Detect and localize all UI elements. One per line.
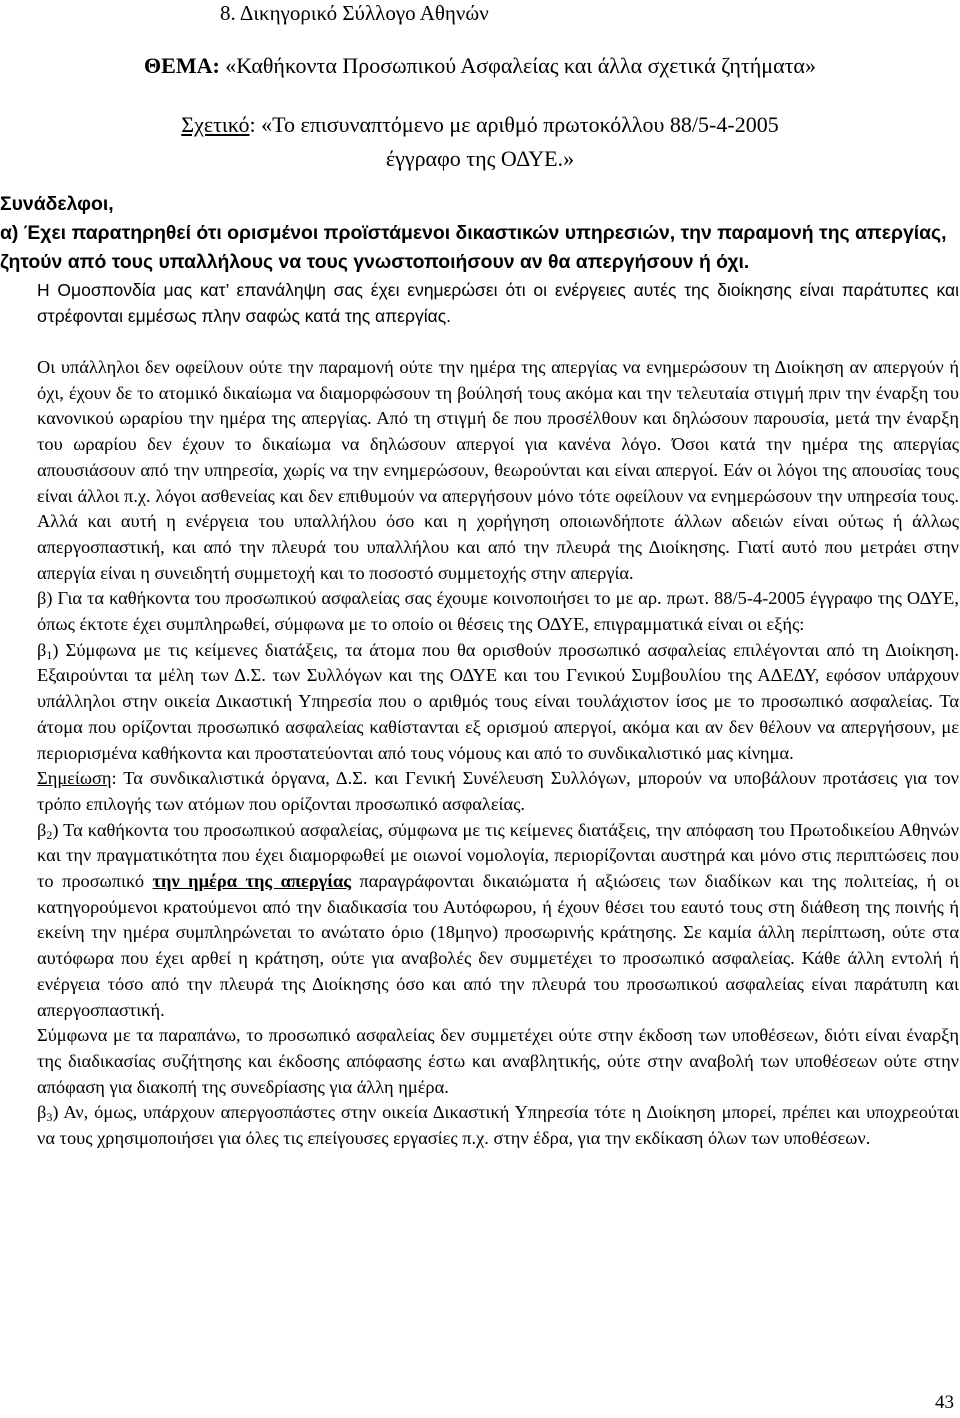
subject-line: [0, 52, 960, 80]
b1-text: ) Σύμφωνα με τις κείμενες διατάξεις, τα άτομα που θα ορισθούν προσωπικό ασφαλείας επιλέγονται από τη Διοίκηση. Εξαιρούνται τα μέλη των Δ.Σ. των Συλλόγων και της ΟΔΥΕ και του Γενικού Συμβουλίου της ΑΔΕΔΥ, εφόσον υπάρχουν υπάλληλοι στην οικεία Δικαστική Υπηρεσία που ο αριθμός τους είναι τουλάχιστον ίσος με το προσωπικό ασφαλείας. Τα άτομα που ορίζονται προσωπικό ασφαλείας καθίστανται εξ ορισμού απεργοί, ακόμα και αν δεν θέλουν να απεργήσουν, με περιορισμένα καθήκοντα και προστατεύονται από τους νόμους και από το συνδικαλιστικό μας κίνημα.: [37, 639, 959, 763]
b2-text-before: ) Τα καθήκοντα του προσωπικού ασφαλείας, σύμφωνα με τις κείμενες διατάξεις, την απόφαση του Πρωτοδικείου Αθηνών και την πραγματικότητα που έχει διαμορφωθεί με οιωνοί νομολογία, περιορίζονται αυστηρά και μόνο στις περιπτώσεις που το προσωπικό: [37, 819, 959, 892]
paragraph-b1: [37, 638, 959, 767]
b3-sub: 3: [46, 1110, 53, 1125]
paragraph-c: Σύμφωνα με τα παραπάνω, το προσωπικό ασφαλείας δεν συμμετέχει ούτε στην έκδοση των υποθέσεων, διότι είναι έναρξη της διαδικασίας συζήτησης και έκδοσης απόφασης έστω και αναβλητικής, ούτε στην αναβολή των υποθέσεων ούτε στην απόφαση για διακοπή της συνεδρίασης για άλλη ημέρα.: [37, 1025, 959, 1097]
greeting: Συνάδελφοι,: [0, 193, 114, 215]
federation-paragraph: [37, 278, 959, 329]
b1-sub: 1: [46, 647, 53, 662]
section-heading: 8. Δικηγορικό Σύλλογο Αθηνών: [220, 1, 489, 25]
note-label: Σημείωση: [37, 768, 112, 789]
subject-text: «Καθήκοντα Προσωπικού Ασφαλείας και άλλα σχετικά ζητήματα»: [225, 53, 816, 78]
paragraph-b: β) Για τα καθήκοντα του προσωπικού ασφαλείας σας έχουμε κοινοποιήσει το με αρ. πρωτ. 88/5-4-2005 έγγραφο της ΟΔΥΕ, όπως έκτοτε έχει συμπληρωθεί, σύμφωνα με το οποίο οι θέσεις της ΟΔΥΕ, επιγραμματικά είναι οι εξής:: [37, 588, 959, 635]
note-paragraph: [37, 766, 959, 817]
question-a: α) Έχει παρατηρηθεί ότι ορισμένοι προϊστάμενοι δικαστικών υπηρεσιών, την παραμονή της απεργίας, ζητούν από τους υπαλλήλους να τους γνωστοποιήσουν αν θα απεργήσουν ή όχι.: [0, 222, 947, 273]
b2-prefix: β: [37, 819, 47, 840]
paragraph-b3: [37, 1100, 959, 1151]
b3-text: ) Αν, όμως, υπάρχουν απεργοσπάστες στην οικεία Δικαστική Υπηρεσία τότε η Διοίκηση μπορεί, πρέπει και υποχρεούται να τους χρησιμοποιήσει για όλες τις επείγουσες εργασίες π.χ. στην έδρα, για την εκδίκαση όλων των υποθέσεων.: [37, 1102, 959, 1149]
b1-prefix: β: [37, 639, 47, 660]
related-label: Σχετικό: [181, 112, 250, 137]
b2-sub: 2: [46, 827, 53, 842]
related-line: [150, 108, 810, 176]
note-text: : Τα συνδικαλιστικά όργανα, Δ.Σ. και Γενική Συνέλευση Συλλόγων, μπορούν να υποβάλουν προτάσεις για τον τρόπο επιλογής των ατόμων που ορίζονται προσωπικό ασφαλείας.: [37, 768, 959, 814]
b3-prefix: β: [37, 1102, 47, 1123]
strike-notification-paragraph: Οι υπάλληλοι δεν οφείλουν ούτε την παραμονή ούτε την ημέρα της απεργίας να ενημερώσουν τη Διοίκηση αν απεργούν ή όχι, έχουν δε το ατομικό δικαίωμα να διαμορφώσουν τη βούλησή τους ακόμα και την τελευταία στιγμή πριν την έναρξη του κανονικού ωραρίου την ημέρα της απεργίας. Από τη στιγμή δε που προσέλθουν και δηλώσουν παρουσία, μετά την έναρξη του ωραρίου δεν έχουν το δικαίωμα να δηλώσουν απεργοί για κανένα λόγο. Όσοι κατά την ημέρα της απεργίας απουσιάσουν από την υπηρεσία, χωρίς να την ενημερώσουν, θεωρούνται και είναι απεργοί. Εάν οι λόγοι της απουσίας τους είναι άλλοι π.χ. λόγοι ασθενείας και δεν επιθυμούν να απεργήσουν μόνο τότε οφείλουν να ενημερώσουν την υπηρεσία τους. Αλλά και αυτή η ενέργεια του υπαλλήλου όσο και η χορήγηση οποιωνδήποτε άλλων αδειών είναι ούτως ή άλλως απεργοσπαστική, και από την πλευρά του υπαλλήλου και από την πλευρά της Διοίκησης. Γιατί αυτό που μετράει στην απεργία είναι η συνειδητή συμμετοχή και το ποσοστό συμμετοχής στην απεργία.: [37, 357, 959, 583]
federation-text: Η Ομοσπονδία μας κατ’ επανάληψη σας έχει ενημερώσει ότι οι ενέργειες αυτές της διοίκησης είναι παράτυπες και στρέφονται εμμέσως πλην σαφώς κατά της απεργίας.: [37, 280, 959, 326]
b2-text-after: παραγράφονται δικαιώματα ή αξιώσεις των διαδίκων και της πολιτείας, ή οι κατηγορούμενοι κρατούμενοι από την διαδικασία του Αυτόφωρου, ή έχουν θέσει του εαυτό τους στη διάθεση της ποινής ή εκείνη την ημέρα συμπληρώνεται το ανώτατο όριο (18μηνο) προσωρινής κράτησης. Σε καμία άλλη περίπτωση, ούτε στα αυτόφωρα που έχει αρθεί η κράτηση, ούτε για αναβολές δεν συμμετέχει το προσωπικό ασφαλείας. Κάθε άλλη εντολή ή ενέργεια τόσο από την πλευρά της Διοίκησης όσο και από την πλευρά του προσωπικού ασφαλείας είναι παράτυπη και απεργοσπαστική.: [37, 871, 960, 1020]
b2-emphasis: την ημέρα της απεργίας: [152, 871, 351, 892]
page-number: 43: [935, 1392, 954, 1413]
document-body: [37, 355, 959, 1152]
paragraph-b2: [37, 818, 959, 1024]
subject-label: ΘΕΜΑ:: [144, 53, 220, 78]
related-text: : «Το επισυναπτόμενο με αριθμό πρωτοκόλλου 88/5-4-2005 έγγραφο της ΟΔΥΕ.»: [249, 112, 779, 171]
